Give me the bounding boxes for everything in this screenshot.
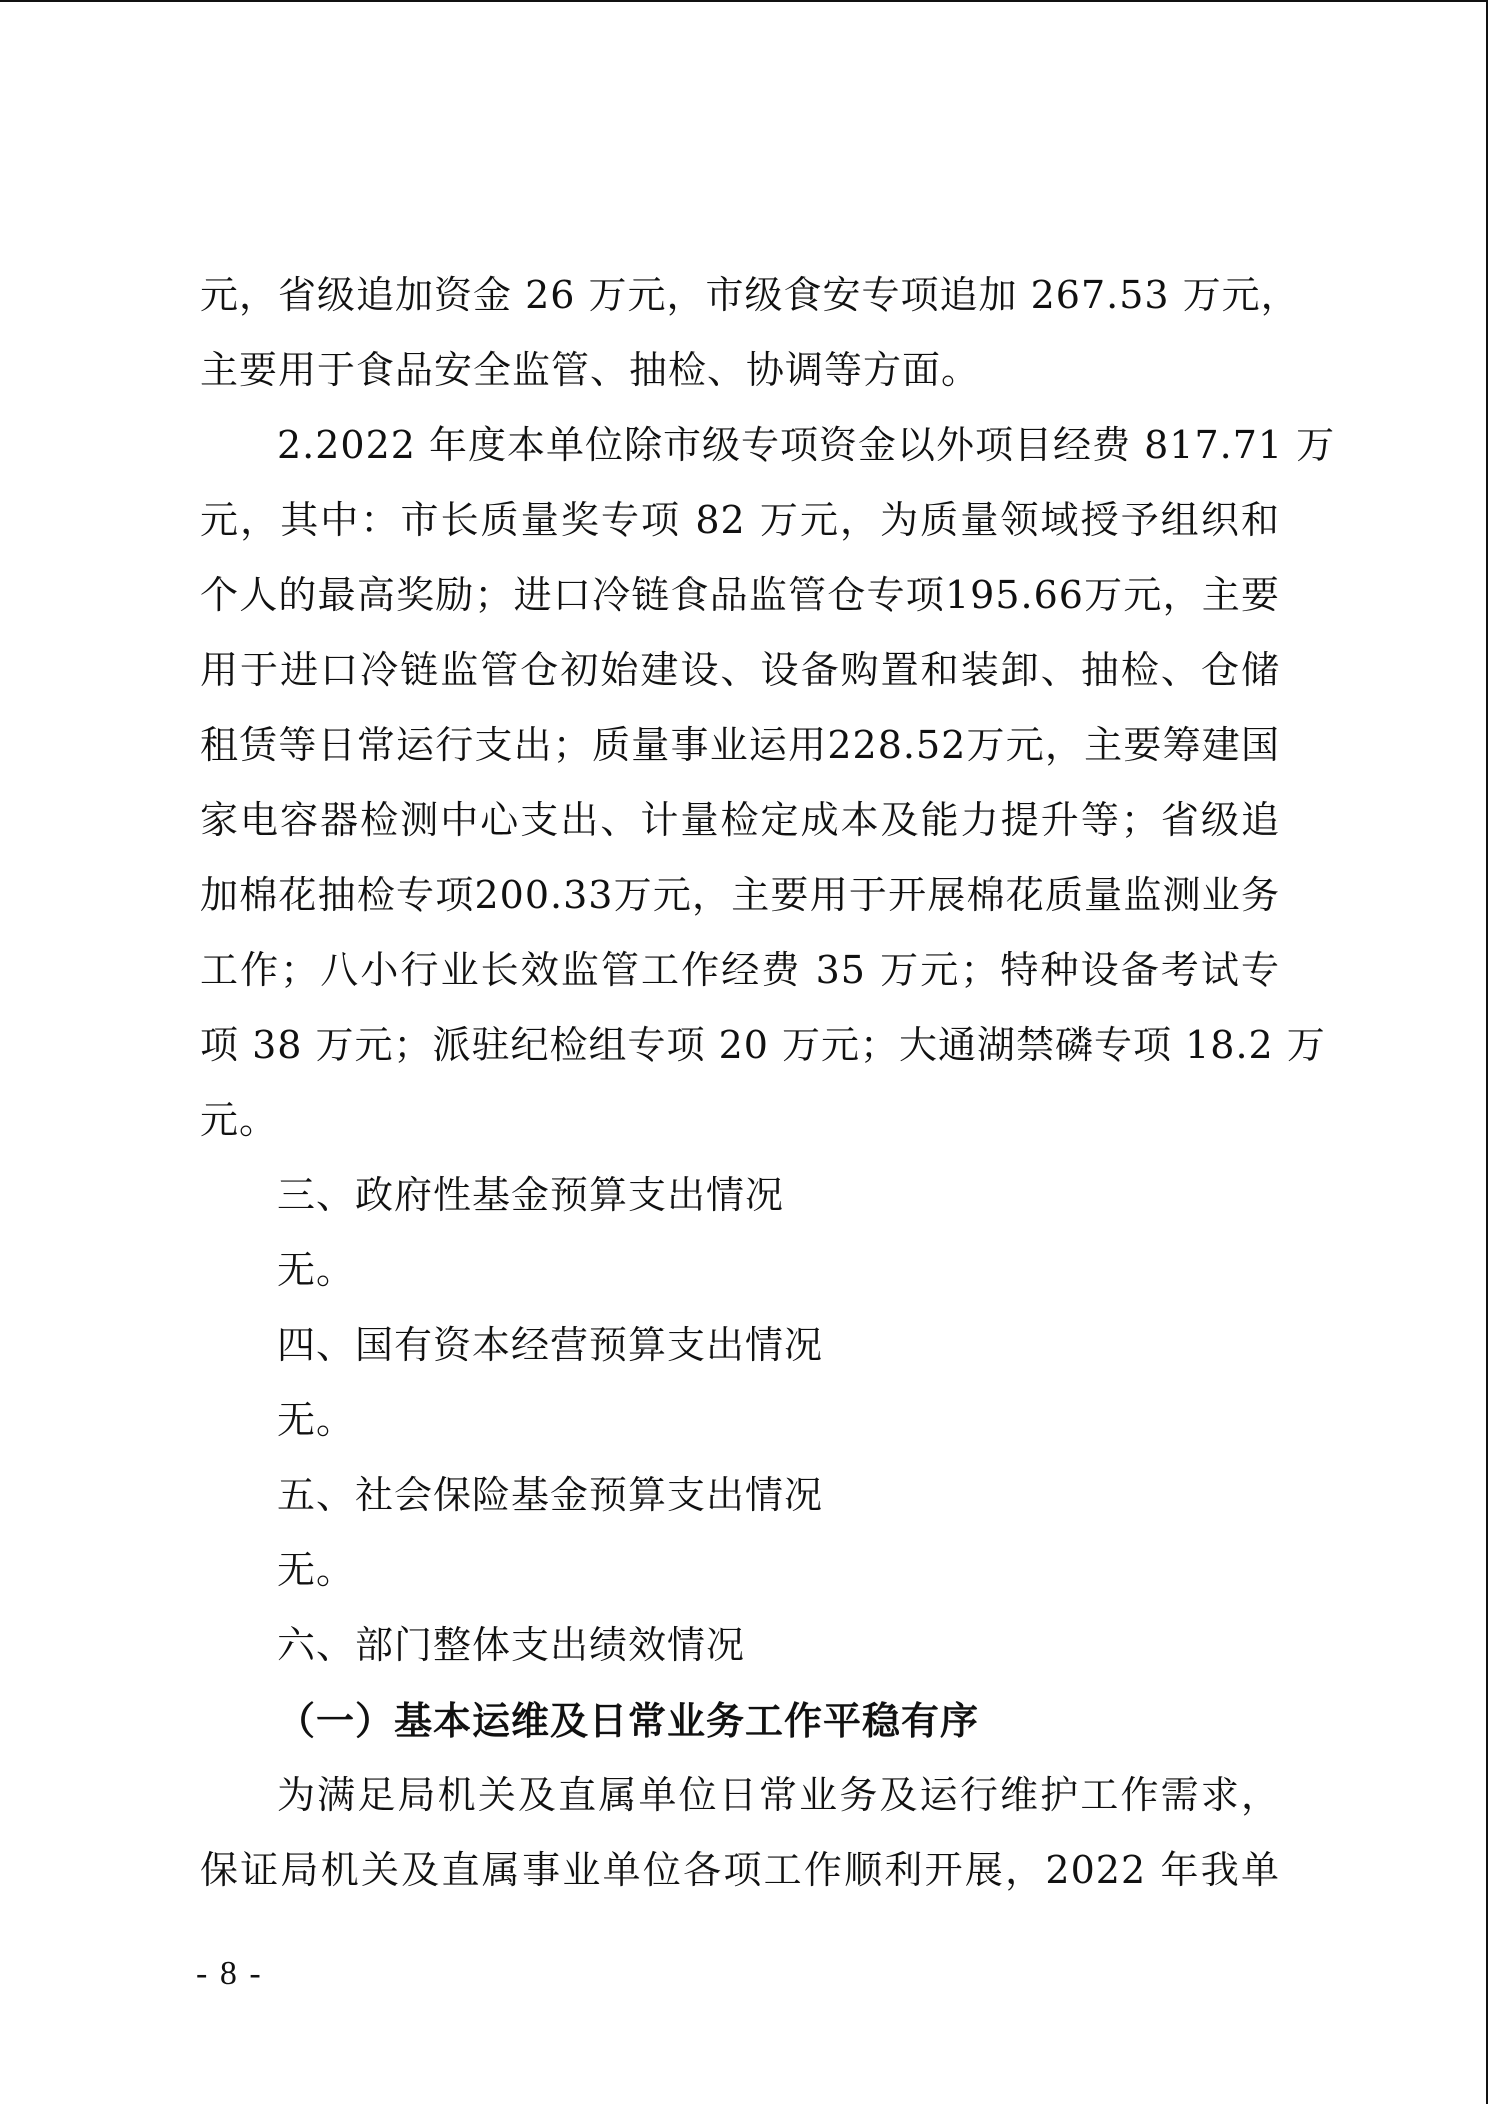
text-line: 个人的最高奖励；进口冷链食品监管仓专项195.66万元，主要 — [200, 573, 1280, 617]
section-5-text: 无。 — [277, 1548, 356, 1592]
paragraph-1 — [200, 258, 1300, 408]
section-6-subheading-1: （一）基本运维及日常业务工作平稳有序 — [277, 1698, 980, 1743]
section-3-text: 无。 — [277, 1248, 356, 1292]
text-line: 加棉花抽检专项200.33万元，主要用于开展棉花质量监测业务 — [200, 873, 1280, 917]
section-3-heading: 三、政府性基金预算支出情况 — [277, 1173, 785, 1217]
text-line: 元，其中：市长质量奖专项 82 万元，为质量领域授予组织和 — [200, 498, 1280, 542]
text-line: 主要用于食品安全监管、抽检、协调等方面。 — [200, 348, 981, 392]
paragraph-2 — [200, 408, 1336, 1158]
text-line: 2.2022 年度本单位除市级专项资金以外项目经费 817.71 万 — [277, 423, 1336, 467]
text-line: 租赁等日常运行支出；质量事业运用228.52万元，主要筹建国 — [200, 723, 1280, 767]
text-line: 工作；八小行业长效监管工作经费 35 万元；特种设备考试专 — [200, 948, 1280, 992]
text-line: 保证局机关及直属事业单位各项工作顺利开展，2022 年我单 — [200, 1848, 1280, 1892]
section-4-heading: 四、国有资本经营预算支出情况 — [277, 1323, 824, 1367]
text-line: 项 38 万元；派驻纪检组专项 20 万元；大通湖禁磷专项 18.2 万 — [200, 1023, 1326, 1067]
paragraph-3 — [200, 1758, 1280, 1908]
text-line: 元。 — [200, 1098, 279, 1142]
text-line: 为满足局机关及直属单位日常业务及运行维护工作需求， — [277, 1773, 1280, 1817]
text-line: 家电容器检测中心支出、计量检定成本及能力提升等；省级追 — [200, 798, 1280, 842]
text-line: 用于进口冷链监管仓初始建设、设备购置和装卸、抽检、仓储 — [200, 648, 1280, 692]
section-6-heading: 六、部门整体支出绩效情况 — [277, 1623, 746, 1667]
page-border-top — [0, 0, 1488, 2]
document-page — [200, 258, 1336, 1908]
section-4-text: 无。 — [277, 1398, 356, 1442]
section-5-heading: 五、社会保险基金预算支出情况 — [277, 1473, 824, 1517]
text-line: 元，省级追加资金 26 万元，市级食安专项追加 267.53 万元， — [200, 273, 1300, 317]
page-number: - 8 - — [196, 1955, 263, 1992]
